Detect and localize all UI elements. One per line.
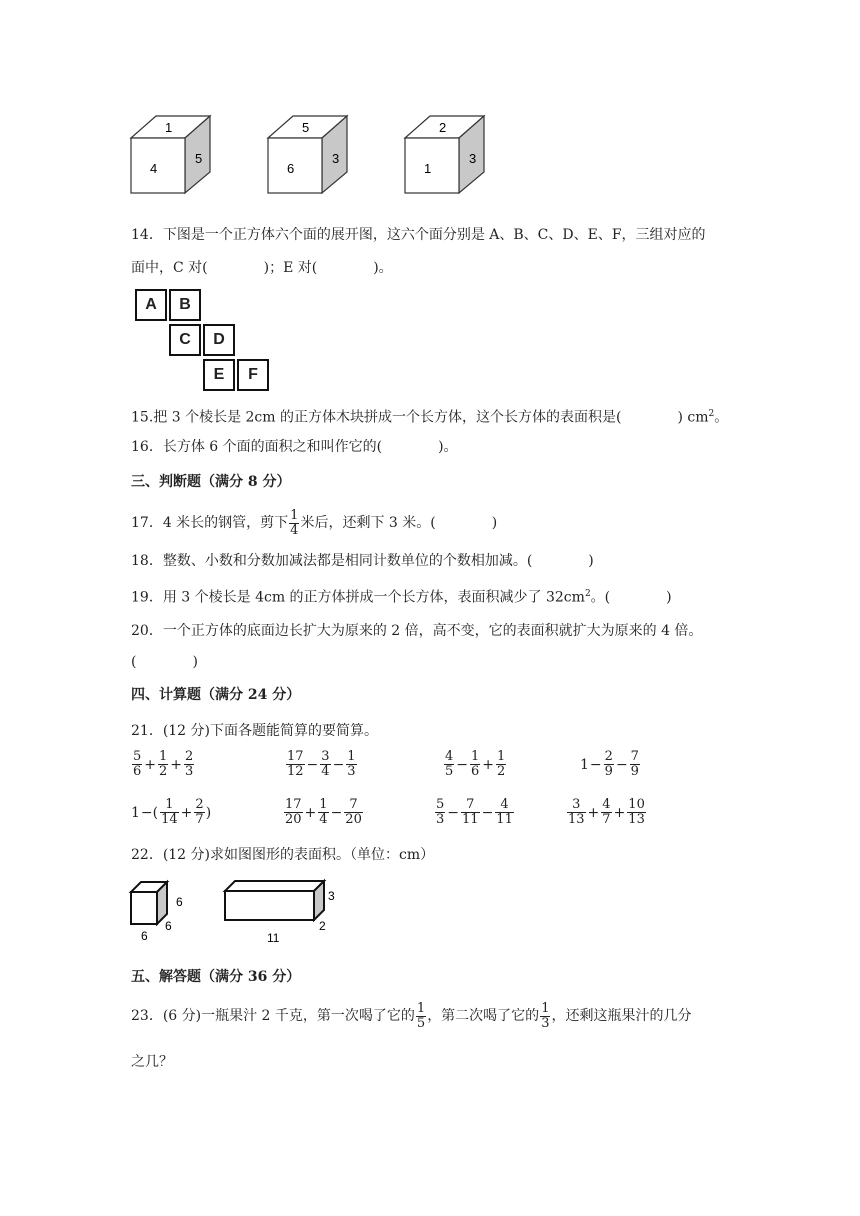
die-2-top: 5 (302, 120, 310, 135)
die-3-top: 2 (439, 120, 447, 135)
calc-d: 1 − $\frac{2}{9}$ − $\frac{7}{9}$ (580, 749, 639, 779)
q15-text: 15.把 3 个棱长是 2cm 的正方体木块拼成一个长方体，这个长方体的表面积是( ) cm (131, 409, 709, 426)
q15 (131, 404, 728, 428)
q17-fraction: $\frac{1}{4}$ (290, 507, 299, 538)
q19 (131, 584, 672, 608)
net-face-b: B (169, 289, 201, 321)
die-2-side: 3 (332, 151, 340, 166)
die-1-front: 4 (150, 161, 158, 176)
cube-depth-label: 6 (165, 919, 172, 933)
section-5-heading: 五、解答题（满分 36 分） (131, 969, 301, 985)
q16: 16．长方体 6 个面的面积之和叫作它的( )。 (131, 439, 458, 455)
q23-post: ，还剩这瓶果汁的几分 (551, 1008, 692, 1024)
q23-pre: 23．(6 分)一瓶果汁 2 千克，第一次喝了它的 (131, 1008, 415, 1024)
die-1-side: 5 (195, 151, 203, 166)
q19-sup: 2 (584, 589, 591, 599)
q23-line2: 之几？ (131, 1054, 173, 1070)
die-2 (268, 116, 347, 193)
cube-height-label: 6 (176, 895, 183, 909)
q21: 21．(12 分)下面各题能简算的要简算。 (131, 723, 379, 739)
q19-end: 。( ) (590, 589, 672, 606)
calc-g: $\frac{5}{3}$ − $\frac{7}{11}$ − $\frac{4}{11}$ (436, 797, 513, 827)
q23-mid: ，第二次喝了它的 (427, 1008, 540, 1024)
q14-line2: 面中，C 对( )；E 对( )。 (131, 260, 393, 276)
die-1 (131, 116, 210, 193)
calc-a: $\frac{5}{6}$ + $\frac{1}{2}$ + $\frac{2}{3}$ (133, 749, 194, 779)
q18: 18．整数、小数和分数加减法都是相同计数单位的个数相加减。( ) (131, 553, 594, 569)
q17 (131, 508, 497, 538)
q14-line1: 14．下图是一个正方体六个面的展开图，这六个面分别是 A、B、C、D、E、F，三组对应的 (131, 227, 706, 243)
net-face-c: C (169, 324, 201, 356)
q17-post: 米后，还剩下 3 米。( ) (300, 515, 498, 531)
calc-h: $\frac{3}{13}$ + $\frac{4}{7}$ + $\frac{10}{13}$ (568, 797, 645, 827)
cube-width-label: 6 (141, 929, 148, 943)
dice-figures (125, 110, 525, 202)
die-1-top: 1 (165, 120, 173, 135)
die-3 (405, 116, 484, 193)
calc-c: $\frac{4}{5}$ − $\frac{1}{6}$ + $\frac{1}{2}$ (445, 749, 506, 779)
net-face-d: D (203, 324, 235, 356)
q17-pre: 17．4 米长的钢管，剪下 (131, 515, 289, 531)
die-2-front: 6 (287, 161, 295, 176)
calc-f: $\frac{17}{20}$ + $\frac{1}{4}$ − $\frac{7}{20}$ (285, 797, 362, 827)
cube-net (135, 289, 275, 393)
die-3-side: 3 (469, 151, 477, 166)
box-length-label: 11 (267, 931, 280, 945)
box-width-label: 2 (319, 919, 326, 933)
net-face-f: F (237, 359, 269, 391)
calc-e: 1 −( $\frac{1}{14}$ + $\frac{2}{7}$ ) (131, 797, 212, 827)
q15-end: 。 (714, 409, 729, 426)
solid-figures (125, 876, 355, 946)
box-height-label: 3 (328, 889, 335, 903)
die-3-front: 1 (424, 161, 432, 176)
box-figure (225, 881, 335, 945)
q15-sup: 2 (708, 409, 715, 419)
q23-line1 (131, 999, 691, 1033)
q20-line2: ( ) (131, 654, 198, 670)
section-3-heading: 三、判断题（满分 8 分） (131, 474, 291, 490)
q20-line1: 20．一个正方体的底面边长扩大为原来的 2 倍，高不变，它的表面积就扩大为原来的 4 倍。 (131, 623, 703, 639)
q23-fraction-1: $\frac{1}{5}$ (416, 1000, 426, 1031)
net-face-e: E (203, 359, 235, 391)
section-4-heading: 四、计算题（满分 24 分） (131, 687, 301, 703)
net-face-a: A (135, 289, 167, 321)
calc-b: $\frac{17}{12}$ − $\frac{3}{4}$ − $\frac{1}{3}$ (287, 749, 356, 779)
q22: 22．(12 分)求如图图形的表面积。（单位：cm） (131, 847, 435, 863)
q19-text: 19．用 3 个棱长是 4cm 的正方体拼成一个长方体，表面积减少了 32cm (131, 589, 585, 606)
q23-fraction-2: $\frac{1}{3}$ (541, 1000, 550, 1031)
cube-figure (131, 882, 183, 943)
